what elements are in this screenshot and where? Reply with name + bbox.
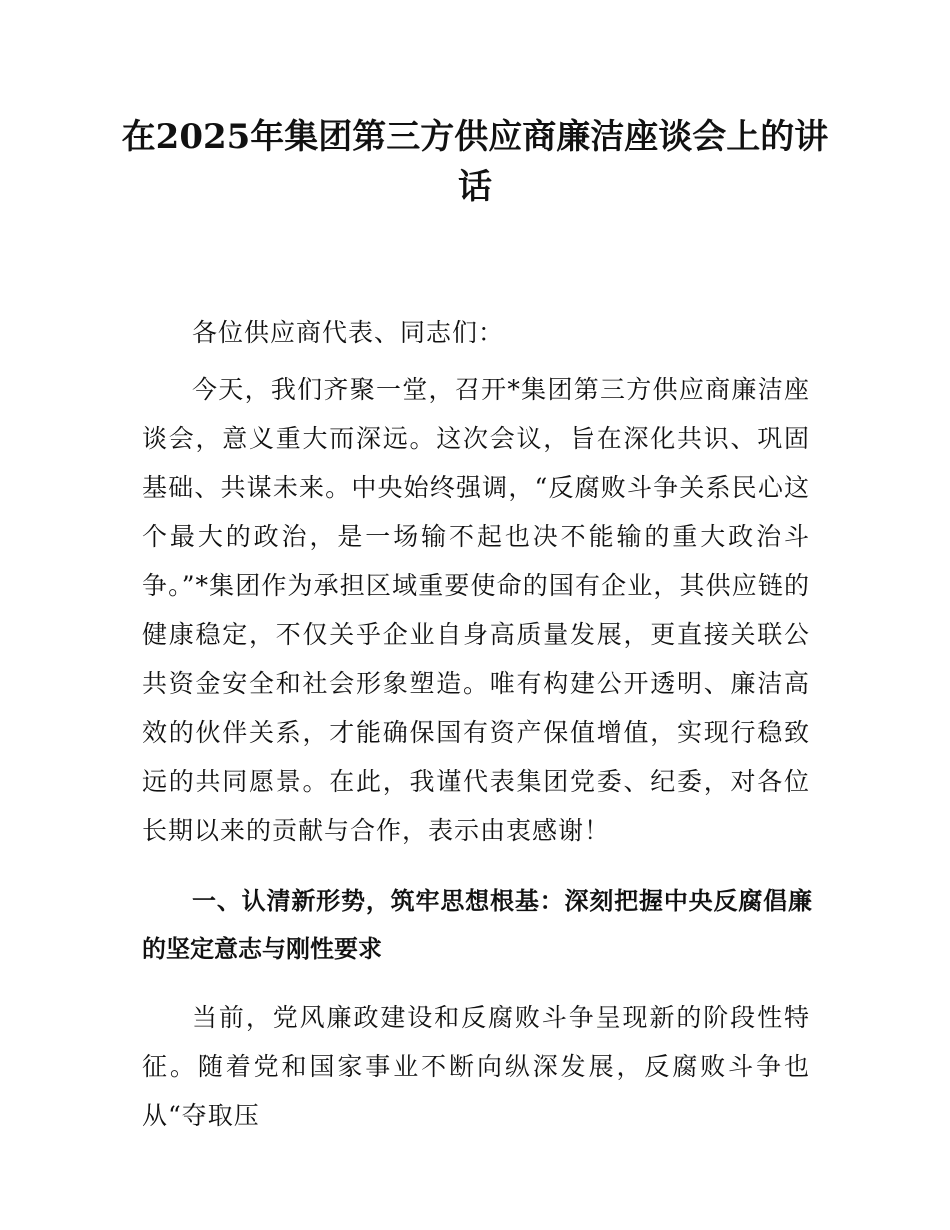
greeting: 各位供应商代表、同志们： — [192, 318, 505, 347]
section-heading-1: 一、认清新形势，筑牢思想根基：深刻把握中央反腐倡廉的坚定意志与刚性要求 — [142, 887, 812, 963]
document-title: 在2025年集团第三方供应商廉洁座谈会上的讲话 — [121, 117, 829, 207]
paragraph-section-1: 当前，党风廉政建设和反腐败斗争呈现新的阶段性特征。随着党和国家事业不断向纵深发展，反腐败斗争也从“夺取压 — [142, 1003, 810, 1130]
paragraph-intro: 今天，我们齐聚一堂，召开*集团第三方供应商廉洁座谈会，意义重大而深远。这次会议，旨在深化共识、巩固基础、共谋未来。中央始终强调，“反腐败斗争关系民心这个最大的政治，是一场输不起也决不能输的重大政治斗争。”*集团作为承担区域重要使命的国有企业，其供应链的健康稳定，不仅关乎企业自身高质量发展，更直接关联公共资金安全和社会形象塑造。唯有构建公开透明、廉洁高效的伙伴关系，才能确保国有资产保值增值，实现行稳致远的共同愿景。在此，我谨代表集团党委、纪委，对各位长期以来的贡献与合作，表示由衷感谢！ — [142, 375, 810, 845]
